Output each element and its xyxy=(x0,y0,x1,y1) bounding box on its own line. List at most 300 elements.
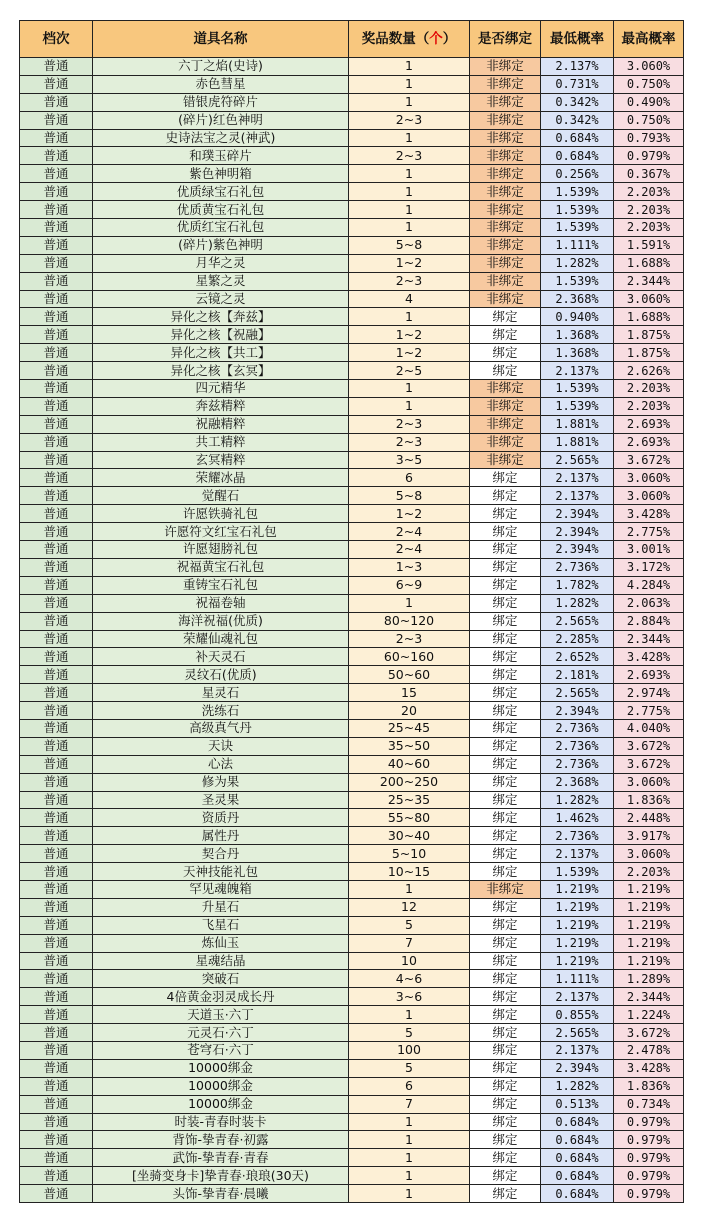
item-name-cell: 4倍黄金羽灵成长丹 xyxy=(93,988,349,1006)
table-row xyxy=(20,254,684,272)
tier-cell: 普通 xyxy=(20,737,93,755)
table-row xyxy=(20,809,684,827)
quantity-cell: 10 xyxy=(349,952,470,970)
max-probability-cell: 2.478% xyxy=(614,1041,684,1059)
quantity-cell: 55~80 xyxy=(349,809,470,827)
tier-cell: 普通 xyxy=(20,433,93,451)
header-tier: 档次 xyxy=(20,21,93,58)
quantity-cell: 80~120 xyxy=(349,612,470,630)
quantity-cell: 20 xyxy=(349,702,470,720)
table-row xyxy=(20,219,684,237)
tier-cell: 普通 xyxy=(20,219,93,237)
bind-status-cell: 非绑定 xyxy=(470,254,541,272)
table-row xyxy=(20,93,684,111)
item-name-cell: 武饰-挚青春·青春 xyxy=(93,1149,349,1167)
quantity-cell: 1 xyxy=(349,75,470,93)
quantity-cell: 10~15 xyxy=(349,863,470,881)
tier-cell: 普通 xyxy=(20,1059,93,1077)
tier-cell: 普通 xyxy=(20,469,93,487)
table-row xyxy=(20,487,684,505)
tier-cell: 普通 xyxy=(20,576,93,594)
bind-status-cell: 非绑定 xyxy=(470,93,541,111)
bind-status-cell: 绑定 xyxy=(470,1095,541,1113)
table-row xyxy=(20,147,684,165)
quantity-cell: 1 xyxy=(349,183,470,201)
tier-cell: 普通 xyxy=(20,487,93,505)
quantity-cell: 2~4 xyxy=(349,523,470,541)
tier-cell: 普通 xyxy=(20,1077,93,1095)
table-row xyxy=(20,845,684,863)
max-probability-cell: 3.060% xyxy=(614,845,684,863)
max-probability-cell: 2.693% xyxy=(614,433,684,451)
min-probability-cell: 2.285% xyxy=(541,630,614,648)
header-max-probability: 最高概率 xyxy=(614,21,684,58)
quantity-cell: 1 xyxy=(349,308,470,326)
tier-cell: 普通 xyxy=(20,451,93,469)
item-name-cell: 异化之核【奔兹】 xyxy=(93,308,349,326)
table-row xyxy=(20,916,684,934)
item-name-cell: 云镜之灵 xyxy=(93,290,349,308)
item-name-cell: [坐骑变身卡]挚青春·琅琅(30天) xyxy=(93,1167,349,1185)
table-row xyxy=(20,129,684,147)
tier-cell: 普通 xyxy=(20,594,93,612)
bind-status-cell: 绑定 xyxy=(470,952,541,970)
table-row xyxy=(20,755,684,773)
max-probability-cell: 3.060% xyxy=(614,487,684,505)
min-probability-cell: 2.394% xyxy=(541,541,614,559)
bind-status-cell: 绑定 xyxy=(470,487,541,505)
tier-cell: 普通 xyxy=(20,1167,93,1185)
item-name-cell: 圣灵果 xyxy=(93,791,349,809)
table-body xyxy=(20,58,684,1203)
min-probability-cell: 2.137% xyxy=(541,487,614,505)
quantity-cell: 1 xyxy=(349,58,470,76)
item-name-cell: 觉醒石 xyxy=(93,487,349,505)
quantity-cell: 1~2 xyxy=(349,505,470,523)
bind-status-cell: 非绑定 xyxy=(470,397,541,415)
quantity-cell: 1 xyxy=(349,165,470,183)
item-name-cell: 资质丹 xyxy=(93,809,349,827)
quantity-cell: 1 xyxy=(349,201,470,219)
tier-cell: 普通 xyxy=(20,1024,93,1042)
tier-cell: 普通 xyxy=(20,201,93,219)
item-name-cell: 异化之核【共工】 xyxy=(93,344,349,362)
item-name-cell: 星灵石 xyxy=(93,684,349,702)
max-probability-cell: 1.224% xyxy=(614,1006,684,1024)
item-name-cell: 祝福黄宝石礼包 xyxy=(93,558,349,576)
item-name-cell: 史诗法宝之灵(神武) xyxy=(93,129,349,147)
max-probability-cell: 1.688% xyxy=(614,254,684,272)
tier-cell: 普通 xyxy=(20,183,93,201)
item-name-cell: 突破石 xyxy=(93,970,349,988)
bind-status-cell: 绑定 xyxy=(470,809,541,827)
min-probability-cell: 0.256% xyxy=(541,165,614,183)
quantity-cell: 5~8 xyxy=(349,236,470,254)
table-row xyxy=(20,236,684,254)
item-name-cell: 10000绑金 xyxy=(93,1059,349,1077)
min-probability-cell: 0.684% xyxy=(541,1167,614,1185)
bind-status-cell: 非绑定 xyxy=(470,451,541,469)
item-name-cell: 错银虎符碎片 xyxy=(93,93,349,111)
min-probability-cell: 1.539% xyxy=(541,863,614,881)
tier-cell: 普通 xyxy=(20,702,93,720)
min-probability-cell: 2.565% xyxy=(541,1024,614,1042)
quantity-cell: 1 xyxy=(349,1113,470,1131)
min-probability-cell: 2.736% xyxy=(541,755,614,773)
tier-cell: 普通 xyxy=(20,845,93,863)
min-probability-cell: 0.684% xyxy=(541,1131,614,1149)
header-row xyxy=(20,21,684,58)
item-name-cell: 四元精华 xyxy=(93,380,349,398)
quantity-cell: 5 xyxy=(349,1059,470,1077)
quantity-cell: 2~3 xyxy=(349,433,470,451)
quantity-cell: 30~40 xyxy=(349,827,470,845)
table-row xyxy=(20,523,684,541)
header-quantity-suffix: ） xyxy=(442,31,457,47)
table-row xyxy=(20,451,684,469)
min-probability-cell: 2.368% xyxy=(541,290,614,308)
quantity-cell: 2~3 xyxy=(349,415,470,433)
max-probability-cell: 0.979% xyxy=(614,1149,684,1167)
table-row xyxy=(20,344,684,362)
table-row xyxy=(20,1077,684,1095)
max-probability-cell: 2.344% xyxy=(614,988,684,1006)
tier-cell: 普通 xyxy=(20,505,93,523)
item-name-cell: 天神技能礼包 xyxy=(93,863,349,881)
item-name-cell: 许愿翅膀礼包 xyxy=(93,541,349,559)
max-probability-cell: 2.448% xyxy=(614,809,684,827)
min-probability-cell: 1.881% xyxy=(541,415,614,433)
min-probability-cell: 0.684% xyxy=(541,1113,614,1131)
bind-status-cell: 绑定 xyxy=(470,916,541,934)
quantity-cell: 7 xyxy=(349,1095,470,1113)
tier-cell: 普通 xyxy=(20,380,93,398)
bind-status-cell: 非绑定 xyxy=(470,129,541,147)
tier-cell: 普通 xyxy=(20,863,93,881)
max-probability-cell: 2.626% xyxy=(614,362,684,380)
max-probability-cell: 3.428% xyxy=(614,1059,684,1077)
min-probability-cell: 2.181% xyxy=(541,666,614,684)
min-probability-cell: 1.282% xyxy=(541,254,614,272)
table-row xyxy=(20,719,684,737)
max-probability-cell: 2.203% xyxy=(614,219,684,237)
item-name-cell: 海洋祝福(优质) xyxy=(93,612,349,630)
min-probability-cell: 1.219% xyxy=(541,898,614,916)
item-name-cell: 属性丹 xyxy=(93,827,349,845)
quantity-cell: 1 xyxy=(349,1149,470,1167)
bind-status-cell: 绑定 xyxy=(470,1113,541,1131)
item-name-cell: 高级真气丹 xyxy=(93,719,349,737)
min-probability-cell: 2.368% xyxy=(541,773,614,791)
max-probability-cell: 3.672% xyxy=(614,1024,684,1042)
table-row xyxy=(20,201,684,219)
min-probability-cell: 2.736% xyxy=(541,558,614,576)
tier-cell: 普通 xyxy=(20,648,93,666)
item-name-cell: 修为果 xyxy=(93,773,349,791)
tier-cell: 普通 xyxy=(20,719,93,737)
tier-cell: 普通 xyxy=(20,254,93,272)
quantity-cell: 5 xyxy=(349,916,470,934)
table-row xyxy=(20,791,684,809)
item-name-cell: 罕见魂魄箱 xyxy=(93,880,349,898)
tier-cell: 普通 xyxy=(20,541,93,559)
max-probability-cell: 1.875% xyxy=(614,326,684,344)
max-probability-cell: 2.693% xyxy=(614,415,684,433)
item-name-cell: 优质红宝石礼包 xyxy=(93,219,349,237)
table-row xyxy=(20,827,684,845)
quantity-cell: 4~6 xyxy=(349,970,470,988)
tier-cell: 普通 xyxy=(20,147,93,165)
bind-status-cell: 绑定 xyxy=(470,1059,541,1077)
quantity-cell: 5~8 xyxy=(349,487,470,505)
max-probability-cell: 1.836% xyxy=(614,791,684,809)
bind-status-cell: 非绑定 xyxy=(470,147,541,165)
quantity-cell: 1 xyxy=(349,219,470,237)
tier-cell: 普通 xyxy=(20,1149,93,1167)
quantity-cell: 12 xyxy=(349,898,470,916)
min-probability-cell: 1.282% xyxy=(541,1077,614,1095)
table-row xyxy=(20,272,684,290)
bind-status-cell: 绑定 xyxy=(470,1167,541,1185)
bind-status-cell: 非绑定 xyxy=(470,165,541,183)
tier-cell: 普通 xyxy=(20,1041,93,1059)
bind-status-cell: 绑定 xyxy=(470,684,541,702)
tier-cell: 普通 xyxy=(20,397,93,415)
item-name-cell: 荣耀冰晶 xyxy=(93,469,349,487)
min-probability-cell: 1.462% xyxy=(541,809,614,827)
bind-status-cell: 绑定 xyxy=(470,737,541,755)
max-probability-cell: 3.001% xyxy=(614,541,684,559)
tier-cell: 普通 xyxy=(20,684,93,702)
table-row xyxy=(20,397,684,415)
table-row xyxy=(20,1185,684,1203)
tier-cell: 普通 xyxy=(20,326,93,344)
bind-status-cell: 非绑定 xyxy=(470,415,541,433)
item-name-cell: (碎片)红色神明 xyxy=(93,111,349,129)
item-name-cell: 灵纹石(优质) xyxy=(93,666,349,684)
min-probability-cell: 0.342% xyxy=(541,93,614,111)
quantity-cell: 1 xyxy=(349,1006,470,1024)
header-quantity-unit: 个 xyxy=(429,31,443,47)
item-name-cell: 头饰-挚青春·晨曦 xyxy=(93,1185,349,1203)
item-name-cell: 六丁之焰(史诗) xyxy=(93,58,349,76)
tier-cell: 普通 xyxy=(20,111,93,129)
quantity-cell: 1 xyxy=(349,880,470,898)
item-name-cell: 背饰-挚青春·初露 xyxy=(93,1131,349,1149)
bind-status-cell: 绑定 xyxy=(470,719,541,737)
max-probability-cell: 2.884% xyxy=(614,612,684,630)
max-probability-cell: 2.203% xyxy=(614,183,684,201)
table-row xyxy=(20,1113,684,1131)
min-probability-cell: 2.137% xyxy=(541,469,614,487)
item-name-cell: 炼仙玉 xyxy=(93,934,349,952)
table-row xyxy=(20,415,684,433)
table-row xyxy=(20,863,684,881)
table-row xyxy=(20,111,684,129)
bind-status-cell: 绑定 xyxy=(470,505,541,523)
tier-cell: 普通 xyxy=(20,93,93,111)
tier-cell: 普通 xyxy=(20,773,93,791)
tier-cell: 普通 xyxy=(20,362,93,380)
min-probability-cell: 2.137% xyxy=(541,362,614,380)
table-row xyxy=(20,308,684,326)
bind-status-cell: 绑定 xyxy=(470,648,541,666)
item-name-cell: 时装-青春时装卡 xyxy=(93,1113,349,1131)
min-probability-cell: 0.731% xyxy=(541,75,614,93)
item-name-cell: 赤色彗星 xyxy=(93,75,349,93)
min-probability-cell: 0.684% xyxy=(541,147,614,165)
max-probability-cell: 3.060% xyxy=(614,290,684,308)
min-probability-cell: 0.855% xyxy=(541,1006,614,1024)
min-probability-cell: 1.219% xyxy=(541,916,614,934)
min-probability-cell: 1.368% xyxy=(541,344,614,362)
item-name-cell: 星魂结晶 xyxy=(93,952,349,970)
min-probability-cell: 2.394% xyxy=(541,505,614,523)
item-name-cell: 许愿符文红宝石礼包 xyxy=(93,523,349,541)
quantity-cell: 1~2 xyxy=(349,254,470,272)
item-name-cell: 天诀 xyxy=(93,737,349,755)
min-probability-cell: 2.394% xyxy=(541,1059,614,1077)
table-row xyxy=(20,1131,684,1149)
tier-cell: 普通 xyxy=(20,970,93,988)
max-probability-cell: 3.428% xyxy=(614,648,684,666)
item-name-cell: 天道玉·六丁 xyxy=(93,1006,349,1024)
quantity-cell: 7 xyxy=(349,934,470,952)
bind-status-cell: 绑定 xyxy=(470,970,541,988)
table-row xyxy=(20,290,684,308)
max-probability-cell: 3.917% xyxy=(614,827,684,845)
min-probability-cell: 2.137% xyxy=(541,988,614,1006)
table-row xyxy=(20,75,684,93)
min-probability-cell: 2.565% xyxy=(541,684,614,702)
quantity-cell: 2~3 xyxy=(349,630,470,648)
table-row xyxy=(20,1149,684,1167)
probability-table xyxy=(19,20,684,1203)
table-row xyxy=(20,898,684,916)
item-name-cell: 洗练石 xyxy=(93,702,349,720)
max-probability-cell: 4.284% xyxy=(614,576,684,594)
quantity-cell: 5~10 xyxy=(349,845,470,863)
item-name-cell: 10000绑金 xyxy=(93,1095,349,1113)
bind-status-cell: 非绑定 xyxy=(470,272,541,290)
max-probability-cell: 2.344% xyxy=(614,630,684,648)
min-probability-cell: 1.782% xyxy=(541,576,614,594)
tier-cell: 普通 xyxy=(20,523,93,541)
max-probability-cell: 1.591% xyxy=(614,236,684,254)
table-row xyxy=(20,630,684,648)
table-row xyxy=(20,773,684,791)
tier-cell: 普通 xyxy=(20,1185,93,1203)
item-name-cell: 心法 xyxy=(93,755,349,773)
bind-status-cell: 绑定 xyxy=(470,308,541,326)
tier-cell: 普通 xyxy=(20,755,93,773)
table-row xyxy=(20,737,684,755)
tier-cell: 普通 xyxy=(20,290,93,308)
max-probability-cell: 3.428% xyxy=(614,505,684,523)
table-row xyxy=(20,326,684,344)
min-probability-cell: 1.539% xyxy=(541,183,614,201)
min-probability-cell: 0.684% xyxy=(541,129,614,147)
item-name-cell: 紫色神明箱 xyxy=(93,165,349,183)
tier-cell: 普通 xyxy=(20,666,93,684)
tier-cell: 普通 xyxy=(20,988,93,1006)
max-probability-cell: 3.172% xyxy=(614,558,684,576)
bind-status-cell: 绑定 xyxy=(470,1131,541,1149)
tier-cell: 普通 xyxy=(20,58,93,76)
min-probability-cell: 1.219% xyxy=(541,934,614,952)
max-probability-cell: 0.979% xyxy=(614,147,684,165)
bind-status-cell: 绑定 xyxy=(470,469,541,487)
bind-status-cell: 绑定 xyxy=(470,845,541,863)
item-name-cell: 共工精粹 xyxy=(93,433,349,451)
bind-status-cell: 绑定 xyxy=(470,558,541,576)
quantity-cell: 1 xyxy=(349,594,470,612)
table-row xyxy=(20,952,684,970)
bind-status-cell: 绑定 xyxy=(470,326,541,344)
quantity-cell: 1~2 xyxy=(349,326,470,344)
max-probability-cell: 0.979% xyxy=(614,1185,684,1203)
min-probability-cell: 1.219% xyxy=(541,880,614,898)
max-probability-cell: 0.750% xyxy=(614,111,684,129)
quantity-cell: 200~250 xyxy=(349,773,470,791)
item-name-cell: 祝融精粹 xyxy=(93,415,349,433)
max-probability-cell: 2.203% xyxy=(614,380,684,398)
bind-status-cell: 绑定 xyxy=(470,898,541,916)
min-probability-cell: 0.342% xyxy=(541,111,614,129)
quantity-cell: 3~6 xyxy=(349,988,470,1006)
min-probability-cell: 0.513% xyxy=(541,1095,614,1113)
quantity-cell: 1~2 xyxy=(349,344,470,362)
bind-status-cell: 非绑定 xyxy=(470,290,541,308)
tier-cell: 普通 xyxy=(20,880,93,898)
tier-cell: 普通 xyxy=(20,75,93,93)
quantity-cell: 1 xyxy=(349,397,470,415)
min-probability-cell: 1.539% xyxy=(541,397,614,415)
max-probability-cell: 4.040% xyxy=(614,719,684,737)
min-probability-cell: 1.539% xyxy=(541,219,614,237)
item-name-cell: (碎片)紫色神明 xyxy=(93,236,349,254)
quantity-cell: 1 xyxy=(349,93,470,111)
bind-status-cell: 绑定 xyxy=(470,1077,541,1095)
item-name-cell: 许愿铁骑礼包 xyxy=(93,505,349,523)
quantity-cell: 1 xyxy=(349,380,470,398)
quantity-cell: 6~9 xyxy=(349,576,470,594)
max-probability-cell: 0.979% xyxy=(614,1167,684,1185)
max-probability-cell: 0.793% xyxy=(614,129,684,147)
quantity-cell: 40~60 xyxy=(349,755,470,773)
item-name-cell: 和璞玉碎片 xyxy=(93,147,349,165)
min-probability-cell: 2.652% xyxy=(541,648,614,666)
table-row xyxy=(20,880,684,898)
max-probability-cell: 1.219% xyxy=(614,880,684,898)
max-probability-cell: 2.203% xyxy=(614,863,684,881)
quantity-cell: 2~4 xyxy=(349,541,470,559)
quantity-cell: 25~45 xyxy=(349,719,470,737)
item-name-cell: 异化之核【祝融】 xyxy=(93,326,349,344)
quantity-cell: 100 xyxy=(349,1041,470,1059)
min-probability-cell: 0.684% xyxy=(541,1185,614,1203)
table-row xyxy=(20,702,684,720)
bind-status-cell: 绑定 xyxy=(470,827,541,845)
bind-status-cell: 绑定 xyxy=(470,344,541,362)
tier-cell: 普通 xyxy=(20,1095,93,1113)
table-row xyxy=(20,988,684,1006)
bind-status-cell: 绑定 xyxy=(470,1024,541,1042)
table-row xyxy=(20,1095,684,1113)
quantity-cell: 2~5 xyxy=(349,362,470,380)
max-probability-cell: 0.750% xyxy=(614,75,684,93)
quantity-cell: 3~5 xyxy=(349,451,470,469)
